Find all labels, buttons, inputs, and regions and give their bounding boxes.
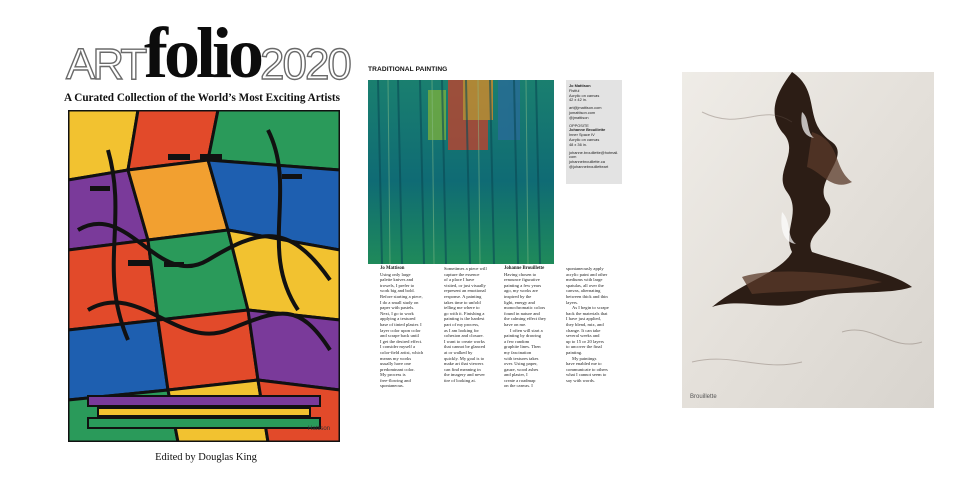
body-line: with textures takes xyxy=(504,355,539,361)
body-line: light, energy and xyxy=(504,299,535,305)
body-line: Using only large xyxy=(380,271,411,277)
body-line: painting. xyxy=(566,349,583,355)
body-line: usually have one xyxy=(380,361,411,367)
body-line: found in nature and xyxy=(504,310,540,316)
body-line: means my works xyxy=(380,355,412,361)
body-line: the imagery and never xyxy=(444,372,485,378)
column-3-body-2 xyxy=(504,328,560,390)
body-line: monochromatic colors xyxy=(504,305,546,311)
artist1-title: Fistful xyxy=(569,87,580,93)
body-line: graphite lines. Then xyxy=(504,344,541,350)
column-4-body-2 xyxy=(566,305,622,355)
artist1-medium: Acrylic on canvas xyxy=(569,92,600,98)
body-line: spatulas, all over the xyxy=(566,282,604,288)
body-line: and plaster, I xyxy=(504,372,528,378)
body-line: tire of looking at. xyxy=(444,377,476,383)
body-line: takes time to unfold xyxy=(444,299,481,305)
body-line: can find meaning in xyxy=(444,366,481,372)
body-line: I often will start a xyxy=(510,327,543,333)
body-line: acrylic paint and other xyxy=(566,271,608,277)
body-line: Before starting a piece, xyxy=(380,293,423,299)
body-line: the calming effect they xyxy=(504,316,547,322)
column-4-body-3 xyxy=(566,356,622,384)
book-cover xyxy=(60,8,360,478)
body-line: I have just applied, xyxy=(566,316,601,322)
body-line: have enabled me to xyxy=(566,361,602,367)
body-line: renounce figurative xyxy=(504,277,540,283)
body-line: spontaneously apply xyxy=(566,266,604,271)
body-line: back the materials that xyxy=(566,310,608,316)
column-1-body xyxy=(380,272,436,389)
artist2-title: Inner Space IV xyxy=(569,132,595,138)
body-line: My paintings xyxy=(572,355,597,361)
body-line: part of my process, xyxy=(444,321,480,327)
body-line: response. A painting xyxy=(444,293,482,299)
text-column-3 xyxy=(504,266,560,389)
brand-year-text: 2020 xyxy=(260,40,350,89)
body-line: what I cannot seem to xyxy=(566,372,607,378)
artist2-medium: Acrylic on canvas xyxy=(569,136,600,142)
body-line: cohesion and closure. xyxy=(444,333,484,339)
body-line: that cannot be glanced xyxy=(444,344,486,350)
body-line: Next, I go to work xyxy=(380,310,414,316)
body-line: and scrape back until xyxy=(380,333,419,339)
body-line: layers. xyxy=(566,299,579,305)
body-line: my fascination xyxy=(504,349,532,355)
body-line: change. It can take xyxy=(566,327,601,333)
body-line: telling me where to xyxy=(444,305,480,311)
body-line: As I begin to scrape xyxy=(572,305,609,311)
spread-painting xyxy=(368,80,554,264)
body-line: painting by drawing xyxy=(504,333,541,339)
body-line: quickly. My goal is to xyxy=(444,355,485,361)
body-line: work big and bold. xyxy=(380,288,415,294)
body-line: represent an emotional xyxy=(444,288,486,294)
artist1-size: 42 x 42 in. xyxy=(569,97,587,103)
body-line: gauze, wood ashes xyxy=(504,366,539,372)
column-3-heading: Johanne Brouillette xyxy=(504,266,545,271)
body-line: inspired by the xyxy=(504,293,532,299)
body-line: up to 15 or 20 layers xyxy=(566,338,604,344)
abstract-green-painting xyxy=(368,80,554,264)
body-line: predominant color. xyxy=(380,366,415,372)
body-line: canvas, alternating xyxy=(566,288,601,294)
column-1-heading: Jo Mattison xyxy=(380,266,405,271)
body-line: they blend, mix, and xyxy=(566,321,604,327)
artist-info-sidebar xyxy=(566,80,622,184)
brand-folio-text: folio xyxy=(144,13,260,93)
body-line: on the canvas. I xyxy=(504,383,533,389)
cover-painting xyxy=(68,110,340,442)
body-line: between thick and thin xyxy=(566,293,608,299)
body-line: of a place I have xyxy=(444,277,475,283)
body-line: base of tinted plaster. I xyxy=(380,321,422,327)
body-line: painting is the hardest xyxy=(444,316,485,322)
artist1-social: @jmattison xyxy=(569,114,589,120)
body-line: layer color upon color xyxy=(380,327,421,333)
body-line: Having chosen to xyxy=(504,271,537,277)
cover-editor-credit: Edited by Douglas King xyxy=(155,452,257,463)
body-line: Sometimes a piece will xyxy=(444,266,487,271)
body-line: color-field artist, which xyxy=(380,349,424,355)
cover-tagline: A Curated Collection of the World’s Most Exciting Artists xyxy=(64,92,340,104)
body-line: to uncover the final xyxy=(566,344,602,350)
body-line: capture the essence xyxy=(444,271,480,277)
body-line: trowels, I prefer to xyxy=(380,282,415,288)
cubist-faces-painting xyxy=(68,110,340,442)
artist2-name: Johanne Brouillette xyxy=(569,127,606,133)
body-line: over. Using paper, xyxy=(504,361,538,367)
text-column-4 xyxy=(566,266,622,383)
text-column-2 xyxy=(444,266,500,383)
column-2-body xyxy=(444,266,500,383)
cover-artist-signature: Hattison xyxy=(307,426,330,432)
abstract-neutral-painting xyxy=(682,72,934,408)
body-line: free-flowing and xyxy=(380,377,411,383)
body-line: a few random xyxy=(504,338,530,344)
body-line: I get the desired effect. xyxy=(380,338,423,344)
brand-art-text: ART xyxy=(66,40,145,89)
artist2-social: @johannebrouilletteart xyxy=(569,163,609,169)
body-line: My process is xyxy=(380,372,406,378)
brouillette-painting xyxy=(682,72,934,408)
body-line: I consider myself a xyxy=(380,344,416,350)
section-label: TRADITIONAL PAINTING xyxy=(368,66,448,73)
body-line: ago, my works are xyxy=(504,288,538,294)
body-line: painting a few years xyxy=(504,282,542,288)
artist2-email-line2: com xyxy=(569,154,577,160)
body-line: have on me. xyxy=(504,321,527,327)
brand-logo xyxy=(64,10,356,92)
body-line: palette knives and xyxy=(380,277,414,283)
artist2-size: 48 x 36 in. xyxy=(569,141,587,147)
artist2-email-line1: johanne.brouillette@hotmail. xyxy=(569,149,619,155)
body-line: go with it. Finishing a xyxy=(444,310,485,316)
body-line: visited, or just visually xyxy=(444,282,486,288)
body-line: communicate to others xyxy=(566,366,608,372)
body-line: say with words. xyxy=(566,377,595,383)
body-line: paper with pastels. xyxy=(380,305,415,311)
body-line: several weeks and xyxy=(566,333,600,339)
opposite-label: OPPOSITE xyxy=(569,122,589,128)
body-line: create a roadmap xyxy=(504,377,536,383)
artist2-web: johannebrouillette.ca xyxy=(569,159,605,165)
body-line: applying a textured xyxy=(380,316,416,322)
artist1-email: art@jmattison.com xyxy=(569,105,602,111)
body-line: at or walked by xyxy=(444,349,473,355)
body-line: make art that viewers xyxy=(444,361,484,367)
body-line: I want to create works xyxy=(444,338,485,344)
body-line: as I am looking for xyxy=(444,327,479,333)
column-4-body xyxy=(566,266,622,305)
column-3-body xyxy=(504,272,560,328)
body-line: spontaneous. xyxy=(380,383,404,389)
right-painting-signature: Brouillette xyxy=(690,394,717,400)
artist1-web: jomattison.com xyxy=(569,109,596,115)
body-line: mediums with large xyxy=(566,277,603,283)
text-column-1 xyxy=(380,266,436,389)
body-line: I do a small study on xyxy=(380,299,419,305)
artist1-name: Jo Mattison xyxy=(569,83,591,88)
